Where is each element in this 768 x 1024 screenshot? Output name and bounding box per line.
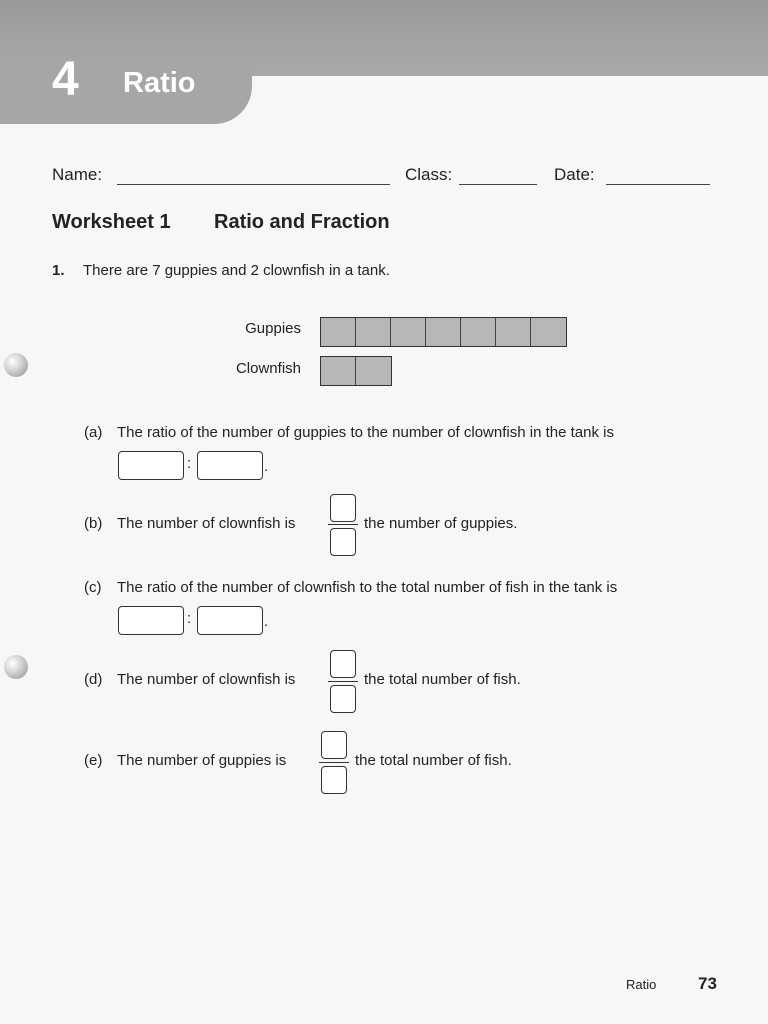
part-c-period: .: [264, 613, 269, 630]
bar-unit: [461, 318, 496, 346]
part-e-text-after: the total number of fish.: [355, 752, 512, 769]
bar-unit: [321, 357, 356, 385]
part-a-period: .: [264, 458, 269, 475]
chapter-title: Ratio: [123, 67, 196, 99]
part-a-answer-box-2[interactable]: [197, 451, 263, 480]
class-label: Class:: [405, 165, 453, 184]
bar-unit: [356, 357, 391, 385]
part-c-colon: :: [187, 610, 192, 627]
guppies-bar: [320, 317, 567, 347]
part-d-numerator-box[interactable]: [330, 650, 356, 678]
chapter-number: 4: [52, 53, 79, 106]
bar-unit: [321, 318, 356, 346]
part-e-text-before: The number of guppies is: [117, 752, 287, 769]
part-a-text: The ratio of the number of guppies to the number of clownfish in the tank is: [117, 424, 614, 441]
name-label: Name:: [52, 165, 103, 184]
part-c-answer-box-1[interactable]: [118, 606, 184, 635]
hole-punch: [4, 655, 28, 679]
part-e-fraction-bar: [319, 762, 349, 763]
date-field[interactable]: [606, 184, 710, 185]
footer-chapter-label: Ratio: [626, 977, 657, 992]
part-c-letter: (c): [84, 579, 102, 596]
name-field[interactable]: [117, 184, 390, 185]
part-c-text: The ratio of the number of clownfish to the total number of fish in the tank is: [117, 579, 618, 596]
date-label: Date:: [554, 165, 595, 184]
bar-unit: [356, 318, 391, 346]
part-b-text-after: the number of guppies.: [364, 515, 518, 532]
part-e-letter: (e): [84, 752, 103, 769]
part-a-letter: (a): [84, 424, 103, 441]
part-e-numerator-box[interactable]: [321, 731, 347, 759]
guppies-label: Guppies: [245, 320, 301, 337]
part-b-letter: (b): [84, 515, 103, 532]
part-b-numerator-box[interactable]: [330, 494, 356, 522]
bar-unit: [391, 318, 426, 346]
hole-punch: [4, 353, 28, 377]
worksheet-number: Worksheet 1: [52, 211, 171, 233]
bar-unit: [531, 318, 566, 346]
part-c-answer-box-2[interactable]: [197, 606, 263, 635]
part-b-fraction-bar: [328, 524, 358, 525]
part-b-text-before: The number of clownfish is: [117, 515, 296, 532]
part-d-denominator-box[interactable]: [330, 685, 356, 713]
question-number: 1.: [52, 262, 65, 279]
part-e-denominator-box[interactable]: [321, 766, 347, 794]
part-d-text-before: The number of clownfish is: [117, 671, 296, 688]
bar-unit: [496, 318, 531, 346]
clownfish-label: Clownfish: [235, 360, 301, 377]
class-field[interactable]: [459, 184, 537, 185]
part-d-fraction-bar: [328, 681, 358, 682]
bar-unit: [426, 318, 461, 346]
part-a-colon: :: [187, 455, 192, 472]
part-d-letter: (d): [84, 671, 103, 688]
part-d-text-after: the total number of fish.: [364, 671, 521, 688]
clownfish-bar: [320, 356, 392, 386]
part-a-answer-box-1[interactable]: [118, 451, 184, 480]
part-b-denominator-box[interactable]: [330, 528, 356, 556]
worksheet-title: Ratio and Fraction: [214, 211, 390, 233]
question-text: There are 7 guppies and 2 clownfish in a tank.: [83, 262, 390, 279]
page-number: 73: [698, 974, 717, 993]
